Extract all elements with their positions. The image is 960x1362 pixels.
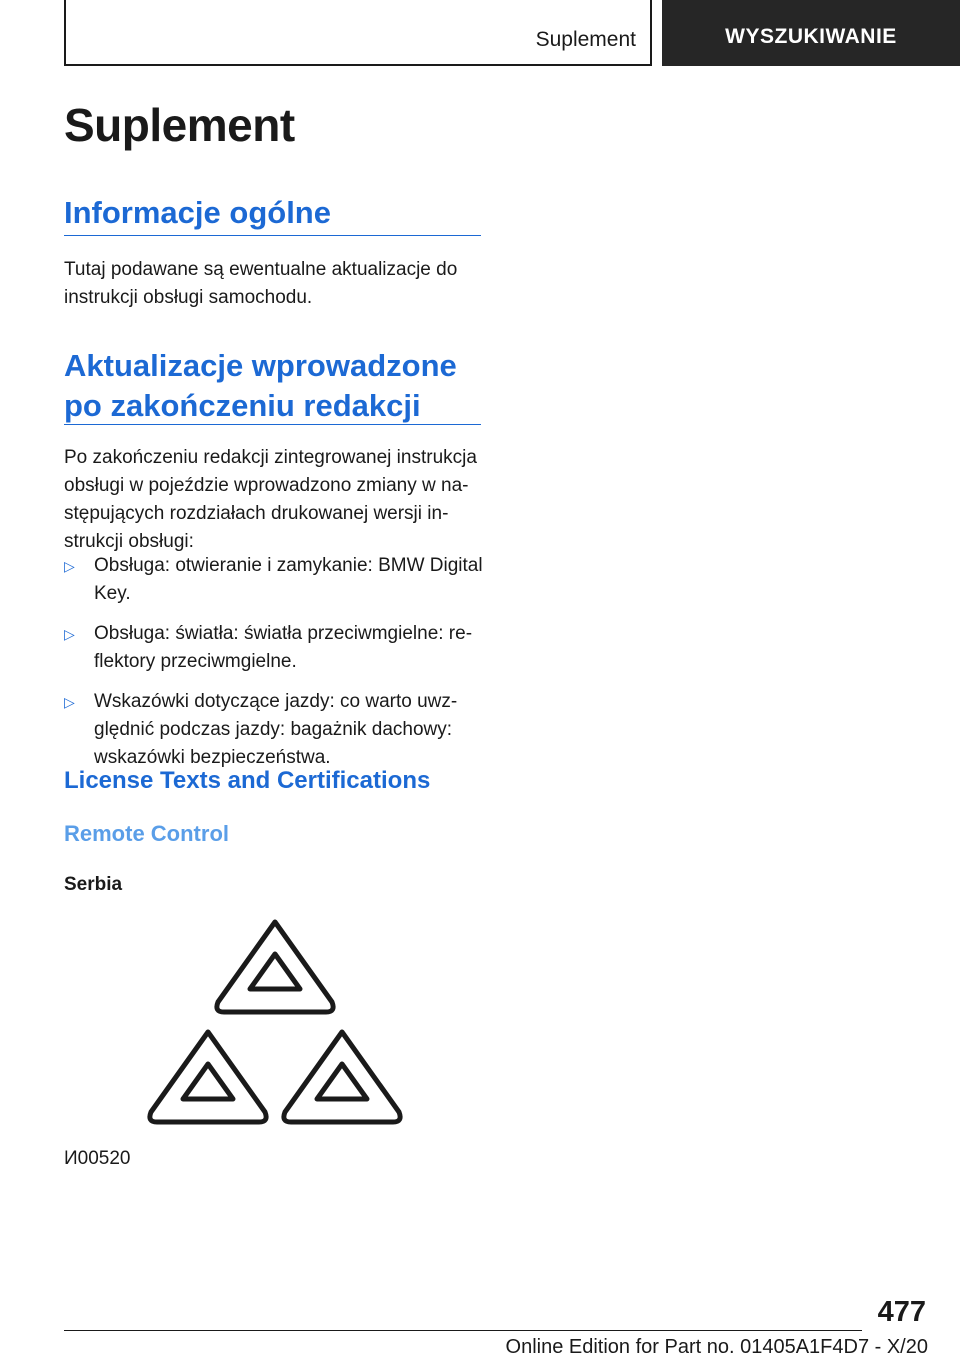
heading-license: License Texts and Certifications (64, 767, 431, 794)
paragraph-updates: Po zakończeniu redakcji zintegrowanej instrukcja obsługi w pojeździe wprowadzono zmiany w na-stępujących rozdziałach drukowanej wersji in-strukcji obsługi: (64, 447, 477, 552)
mark-triangle-right (284, 1032, 400, 1122)
list-item-text: Wskazówki dotyczące jazdy: co warto uwz-ględnić podczas jazdy: bagażnik dachowy: wskazówki bezpieczeństwa. (94, 691, 458, 768)
page-number: 477 (877, 1296, 926, 1328)
list-item (64, 688, 484, 772)
triangle-right-icon: ▷ (64, 694, 75, 710)
heading-divider (64, 424, 481, 425)
search-button[interactable]: WYSZUKIWANIE (662, 0, 960, 66)
mark-triangle-top (217, 922, 333, 1012)
serbian-conformity-mark (140, 912, 410, 1134)
mark-triangle-inner-right (317, 1064, 367, 1099)
list-item (64, 552, 484, 608)
section-label: Suplement (535, 28, 636, 51)
list-item-text: Obsługa: światła: światła przeciwmgielne: re-flektory przeciwmgielne. (94, 623, 473, 672)
heading-remote-control: Remote Control (64, 821, 229, 846)
heading-general-info: Informacje ogólne (64, 195, 331, 230)
mark-triangle-inner-left (183, 1064, 233, 1099)
page-header (64, 0, 960, 66)
mark-triangle-inner-top (250, 954, 300, 989)
mark-triangle-left (150, 1032, 266, 1122)
heading-country: Serbia (64, 874, 123, 895)
heading-updates: Aktualizacje wprowadzone po zakończeniu redakcji (64, 348, 457, 423)
section-tab (64, 0, 652, 66)
paragraph-general-info: Tutaj podawane są ewentualne aktualizacje do instrukcji obsługi samochodu. (64, 259, 458, 308)
mark-code: И00520 (64, 1148, 131, 1169)
page-title: Suplement (64, 99, 295, 151)
heading-divider (64, 235, 481, 236)
updates-list (64, 552, 484, 784)
triangle-right-icon: ▷ (64, 626, 75, 642)
list-item-text: Obsługa: otwieranie i zamykanie: BMW Digital Key. (94, 555, 483, 604)
edition-text: Online Edition for Part no. 01405A1F4D7 - X/20 (505, 1336, 928, 1358)
list-item (64, 620, 484, 676)
triangle-right-icon: ▷ (64, 558, 75, 574)
footer-divider (64, 1330, 862, 1331)
